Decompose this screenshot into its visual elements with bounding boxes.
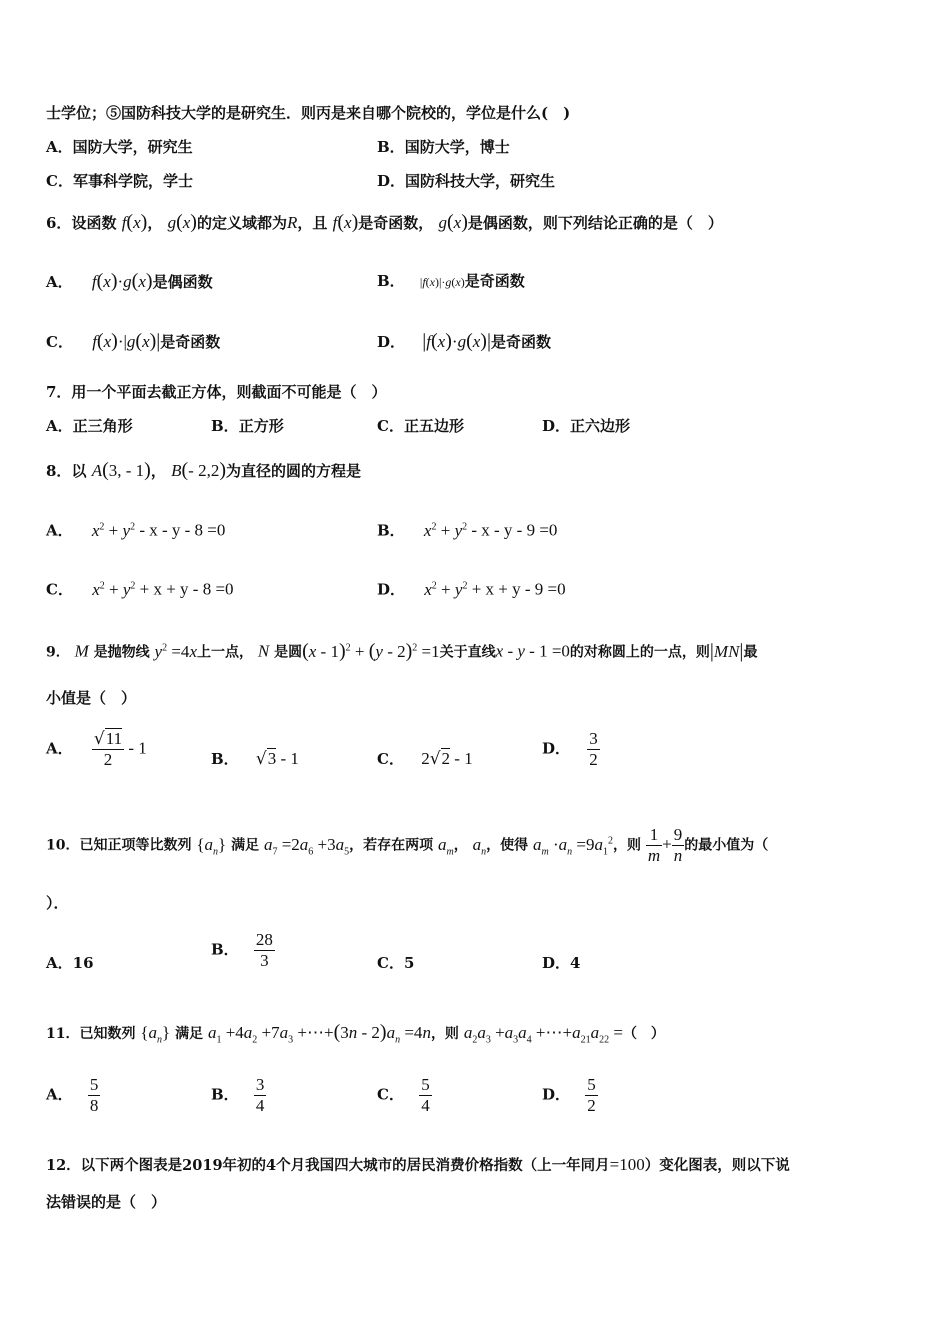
q6-option-c[interactable]: C． f(x)·|g(x)|是奇函数 [46,330,221,352]
q9-option-a[interactable]: A． $\frac{√11}{2}$ - 1 [46,729,147,769]
q9-number: 9． [46,644,70,661]
q7-option-b-label: B． [211,417,239,435]
q10-text-6: ，则 [613,837,641,854]
q6-option-b-suffix: 是奇函数 [464,272,525,290]
q12-text-2: ）变化图表，则以下说 [644,1157,790,1174]
q5-option-b-text: 国防大学，博士 [404,138,510,156]
q8-option-d-equation: + x + y - 9 =0 [471,579,566,599]
q6-option-c-suffix: 是奇函数 [160,333,221,351]
question-12-stem [46,1155,790,1176]
q10-text-2: 满足 [231,837,260,854]
q11-option-d-label: D． [542,1085,571,1104]
q8-number: 8． [46,462,72,480]
q8-option-b[interactable]: B． $x^2 + y^2 - x - y - 9 =0$ [377,520,558,540]
q7-option-a-label: A． [46,417,73,435]
q6-text-5: 是奇函数， [358,214,434,232]
q12-equation: =100 [609,1155,645,1174]
q6-option-d-label: D． [377,333,406,351]
q9-option-c[interactable]: C． 2√2 - 1 [377,749,473,769]
q8-option-c-label: C． [46,580,73,599]
q6-text-1: 设函数 [71,214,117,232]
q7-option-a[interactable] [46,416,133,436]
q8-text-1: 以 [71,462,87,480]
q6-number: 6． [46,214,72,232]
q5-option-d-text: 国防科技大学，研究生 [405,172,556,190]
question-9-stem: 9． M 是抛物线 $y^2 =4x$上一点， N 是圆(x - 1)$^2$ + (y - 2)$^2$ =1关于直线x - y - 1 =0的对称圆上的一点，则|MN|最 [46,639,758,662]
q11-option-a-label: A． [46,1085,73,1104]
q10-option-a-label: A． [46,954,73,972]
q9-option-c-label: C． [377,750,404,768]
q5-option-d-label: D． [377,172,406,190]
q10-text-7: 的最小值为（ [684,837,769,854]
q7-option-d[interactable] [542,416,630,436]
q9-option-b-label: B． [211,750,239,768]
q12-text-1: 12．以下两个图表是2019年初的4个月我国四大城市的居民消费价格指数（上一年同月 [46,1157,610,1174]
q6-math-g: g [167,213,177,232]
q6-math-r: R [286,213,298,232]
q8-option-c-equation: + x + y - 8 =0 [139,579,234,599]
q10-option-a-text: 16 [72,954,94,972]
q6-option-b-label: B． [377,272,405,290]
q8-option-c[interactable]: C． $x^2 + y^2 + x + y - 8 =0$ [46,579,234,599]
q5-option-b[interactable] [377,137,510,157]
q11-option-b-label: B． [211,1085,239,1104]
q10-option-a[interactable] [46,953,94,973]
question-10-stem: 10．已知正项等比数列 $\{a_n\}$ 满足 $a_7 =2a_6 +3a_5$，若存在两项 $a_m$， $a_n$，使得 $a_m \cdot a_n =9a_1^2$，则 $\frac{1}{m}$ + $\frac{9}{n}$ 的最小值为（ [46,825,769,866]
q8-option-d-label: D． [377,580,406,599]
q7-option-a-text: 正三角形 [72,417,133,435]
q10-option-c-text: 5 [403,954,415,972]
q10-option-d-label: D． [542,954,571,972]
q7-option-d-text: 正六边形 [570,417,631,435]
q11-option-c-label: C． [377,1085,404,1104]
q7-option-b[interactable] [211,416,284,436]
q8-text-2: ， [150,462,166,480]
q7-option-c-text: 正五边形 [403,417,464,435]
q10-option-c[interactable] [377,953,414,973]
q5-option-c[interactable] [46,171,193,191]
q5-option-c-label: C． [46,172,73,190]
question-7-stem: 7．用一个平面去截正方体，则截面不可能是（ ） [46,383,387,401]
q10-text-4: ， [453,837,468,854]
q9-text-3: 是圆 [274,644,303,661]
q9-text-6: 最 [743,644,758,661]
q11-text-4: （ ） [622,1026,665,1042]
q7-option-b-text: 正方形 [238,417,284,435]
q9-option-b[interactable]: B． √3 - 1 [211,749,299,769]
q6-text-2: ， [147,214,163,232]
q10-option-b-label: B． [211,940,239,959]
q6-option-d[interactable]: D． |f(x)·g(x)|是奇函数 [377,330,551,352]
q10-text-5: ，使得 [486,837,529,854]
q10-text-1: 已知正项等比数列 [79,837,192,854]
question-6-stem: 6．设函数 f(x)， g(x)的定义域都为R，且 f(x)是奇函数， g(x)是偶函数，则下列结论正确的是（ ） [46,211,723,233]
q6-text-3: 的定义域都为 [196,214,287,232]
q11-text-3: ，则 [430,1026,459,1042]
q6-option-a[interactable]: A． f(x)·g(x)是偶函数 [46,270,213,292]
q11-option-d[interactable]: D． $\frac{5}{2}$ [542,1075,596,1115]
q8-option-d[interactable]: D． $x^2 + y^2 + x + y - 9 =0$ [377,579,566,599]
q9-option-d-label: D． [542,739,571,758]
q8-option-b-label: B． [377,521,405,540]
q10-option-c-label: C． [377,954,404,972]
q8-point-a: A [91,461,103,480]
q9-text-5: 的对称圆上的一点，则 [569,644,710,661]
q9-option-a-label: A． [46,739,73,758]
q6-option-a-label: A． [46,273,73,291]
q8-option-a-equation: - x - y - 8 =0 [139,520,226,540]
q5-option-c-text: 军事科学院，学士 [72,172,193,190]
q9-text-1: 是抛物线 [93,644,150,661]
q7-option-d-label: D． [542,417,571,435]
q9-option-d[interactable]: D． $\frac{3}{2}$ [542,729,598,769]
q6-option-c-label: C． [46,333,73,351]
q11-option-b[interactable]: B． $\frac{3}{4}$ [211,1075,265,1115]
q8-option-b-equation: - x - y - 9 =0 [471,520,558,540]
question-11-stem: 11．已知数列 $\{a_n\}$ 满足 $a_1 +4a_2 +7a_3$ +⋯+(3n - $2)a_n =4n$，则 $a_2a_3 +a_3a_4$ $+\cdots+a_{21}a_{22}$ =（ ） [46,1021,665,1046]
question-10-stem-line-2: ）． [46,894,69,912]
q11-number: 11． [46,1026,80,1042]
q9-text-2: 上一点， [196,644,253,661]
q8-text-3: 为直径的圆的方程是 [226,462,362,480]
q6-math-f: f [121,213,127,232]
question-12-stem-line-2: 法错误的是（ ） [46,1193,167,1211]
q6-text-6: 是偶函数，则下列结论正确的是（ ） [467,214,723,232]
q7-option-c[interactable] [377,416,464,436]
q6-option-b[interactable]: B． |f(x)|·g(x)是奇函数 [377,272,525,290]
q6-option-d-suffix: 是奇函数 [490,333,551,351]
q10-option-b[interactable]: B． $\frac{28}{3}$ [211,930,273,970]
q5-option-a[interactable] [46,137,193,157]
question-8-stem: 8．以 A(3, - 1)， B(- 2,2)为直径的圆的方程是 [46,459,362,481]
q6-text-4: ，且 [297,214,328,232]
q11-option-a[interactable]: A． $\frac{5}{8}$ [46,1075,99,1115]
q8-point-b: B [171,461,182,480]
q10-option-d[interactable] [542,953,580,973]
q8-option-a-label: A． [46,521,73,540]
q6-option-a-suffix: 是偶函数 [152,273,213,291]
q5-option-d[interactable] [377,171,555,191]
q10-option-d-text: 4 [570,954,581,972]
q5-option-a-text: 国防大学，研究生 [72,138,193,156]
question-9-stem-line-2: 小值是（ ） [46,689,137,707]
q7-option-c-label: C． [377,417,404,435]
q11-text-1: 已知数列 [79,1026,136,1042]
q10-number: 10． [46,837,80,854]
question-5-stem-continuation: 士学位；⑤国防科技大学的是研究生．则丙是来自哪个院校的，学位是什么( ) [46,104,571,122]
q10-text-3: ，若存在两项 [349,837,434,854]
q5-option-a-label: A． [46,138,73,156]
q8-option-a[interactable]: A． $x^2 + y^2 - x - y - 8 =0$ [46,520,226,540]
q11-option-c[interactable]: C． $\frac{5}{4}$ [377,1075,430,1115]
q9-text-4: 关于直线 [439,644,496,661]
q5-option-b-label: B． [377,138,405,156]
q11-text-2: 满足 [175,1026,204,1042]
